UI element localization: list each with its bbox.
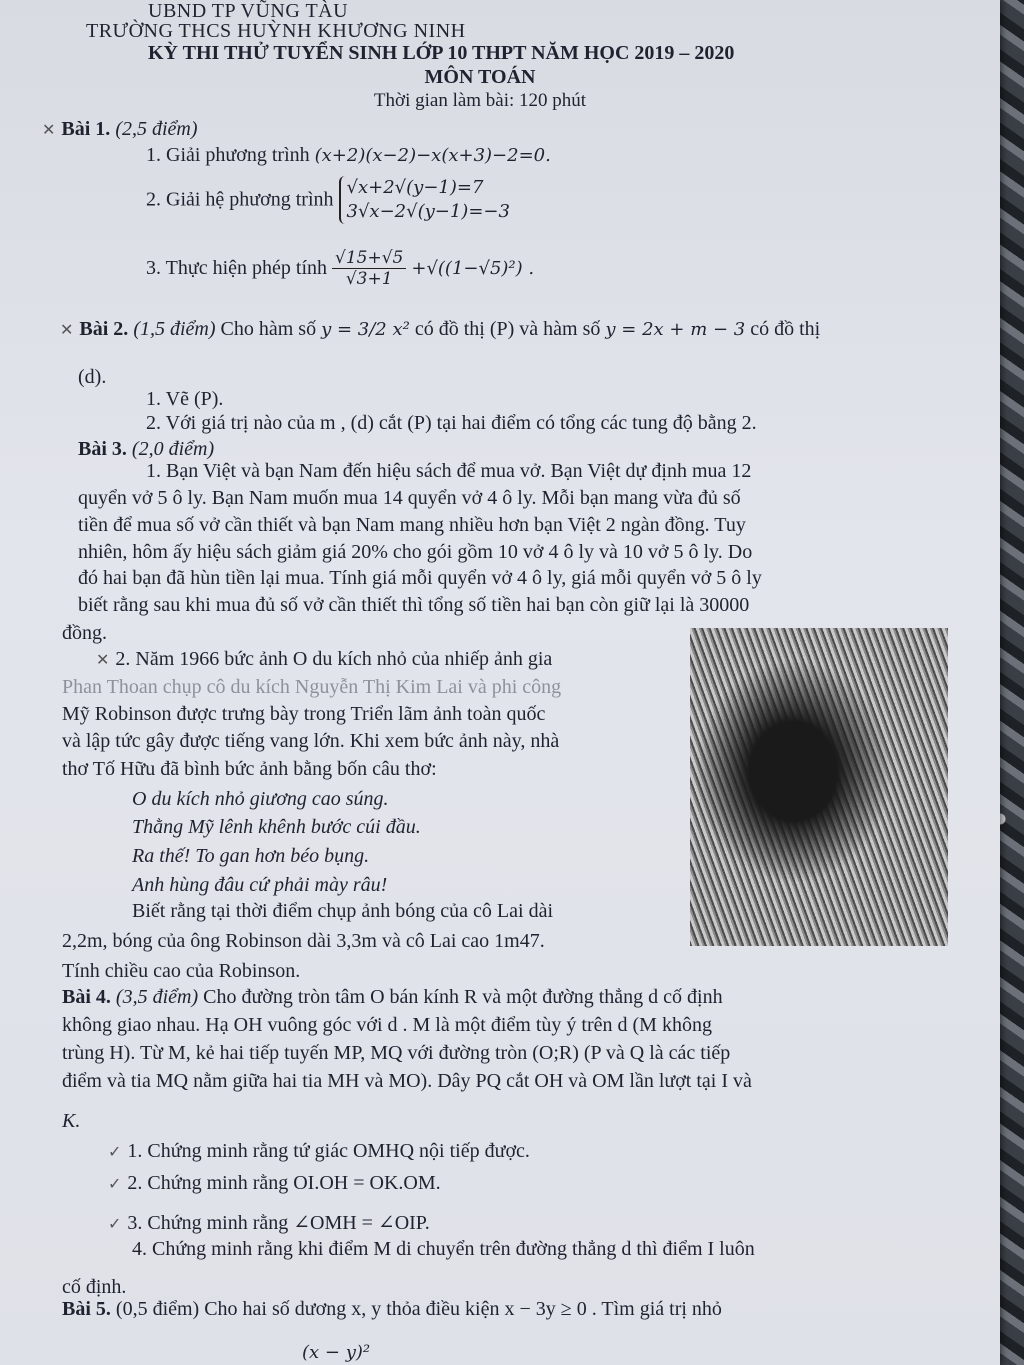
bai1-heading: ✕ Bài 1. (2,5 điểm): [42, 118, 198, 140]
bai3-p1-line: quyển vở 5 ô ly. Bạn Nam muốn mua 14 quyển vở 4 ô ly. Mỗi bạn mang vừa đủ số: [78, 487, 741, 509]
header-time: Thời gian làm bài: 120 phút: [373, 90, 587, 111]
bai2-q2: 2. Với giá trị nào của m , (d) cắt (P) tại hai điểm có tổng các tung độ bằng 2.: [146, 412, 757, 434]
bai3-p2-line: Mỹ Robinson được trưng bày trong Triển lãm ảnh toàn quốc: [62, 703, 546, 725]
bai5-heading: Bài 5. (0,5 điểm) Cho hai số dương x, y thỏa điều kiện x − 3y ≥ 0 . Tìm giá trị nhỏ: [62, 1298, 722, 1320]
bai4-line: điểm và tia MQ nằm giữa hai tia MH và MO). Dây PQ cắt OH và OM lần lượt tại I và: [62, 1070, 752, 1092]
bai3-p2-line: Tính chiều cao của Robinson.: [62, 960, 301, 982]
bai4-line: trùng H). Từ M, kẻ hai tiếp tuyến MP, MQ với đường tròn (O;R) (P và Q là các tiếp: [62, 1042, 731, 1064]
bai2-heading: ✕ Bài 2. (1,5 điểm) Cho hàm số y = 3/2 x² có đồ thị (P) và hàm số y = 2x + m − 3 có đồ thị: [60, 318, 821, 340]
bai3-p2-line: và lập tức gây được tiếng vang lớn. Khi xem bức ảnh này, nhà: [62, 730, 560, 752]
poem-line: O du kích nhỏ giương cao súng.: [132, 788, 389, 810]
bai1-q2: 2. Giải hệ phương trình √x+2√(y−1)=7 3√x−2√(y−1)=−3: [146, 177, 510, 222]
equation-system: √x+2√(y−1)=7 3√x−2√(y−1)=−3: [339, 176, 510, 224]
bai3-p1-line: đồng.: [62, 622, 107, 644]
bai3-p1-line: 1. Bạn Việt và bạn Nam đến hiệu sách để mua vở. Bạn Việt dự định mua 12: [146, 460, 752, 482]
header-exam: KỲ THI THỬ TUYỂN SINH LỚP 10 THPT NĂM HỌC 2019 – 2020: [148, 42, 735, 64]
poem-line: Ra thế! To gan hơn béo bụng.: [132, 845, 370, 867]
check-mark-icon: ✕: [96, 652, 110, 669]
bai4-q2: ✓ 2. Chứng minh rằng OI.OH = OK.OM.: [108, 1172, 441, 1194]
bai4-q3: ✓ 3. Chứng minh rằng ∠OMH = ∠OIP.: [108, 1212, 430, 1234]
bai2-q1: 1. Vẽ (P).: [146, 388, 224, 410]
bai4-heading: Bài 4. (3,5 điểm) Cho đường tròn tâm O bán kính R và một đường thẳng d cố định: [62, 986, 723, 1008]
historic-photo: [690, 628, 948, 946]
bai3-p2-line: Biết rằng tại thời điểm chụp ảnh bóng của cô Lai dài: [132, 900, 554, 922]
bai3-p2-line: 2,2m, bóng của ông Robinson dài 3,3m và cô Lai cao 1m47.: [62, 930, 545, 952]
bai2-d: (d).: [78, 366, 107, 388]
bai4-q4-cont: cố định.: [62, 1276, 127, 1298]
bai4-line: không giao nhau. Hạ OH vuông góc với d . M là một điểm tùy ý trên d (M không: [62, 1014, 712, 1036]
check-mark-icon: ✕: [60, 322, 74, 339]
bai1-q3: 3. Thực hiện phép tính $\frac{√15+√5}{√3+1}$ +√((1−√5)²) .: [146, 248, 535, 289]
header-org: UBND TP VŨNG TÀU: [148, 0, 349, 22]
fraction: $\frac{√15+√5}{√3+1}$: [332, 248, 406, 289]
check-mark-icon: ✓: [108, 1176, 122, 1193]
check-mark-icon: ✓: [108, 1144, 122, 1161]
bai3-p2-line: Phan Thoan chụp cô du kích Nguyễn Thị Kim Lai và phi công: [62, 676, 562, 698]
bai3-p1-line: tiền để mua số vở cần thiết và bạn Nam mang nhiều hơn bạn Việt 2 ngàn đồng. Tuy: [78, 514, 746, 536]
bai3-p1-line: đó hai bạn đã hùn tiền lại mua. Tính giá mỗi quyển vở 4 ô ly, giá mỗi quyển vở 5 ô ly: [78, 567, 762, 589]
bai1-q1: 1. Giải phương trình (x+2)(x−2)−x(x+3)−2=0.: [146, 144, 551, 166]
poem-line: Thằng Mỹ lênh khênh bước cúi đầu.: [132, 816, 421, 838]
bai4-q1: ✓ 1. Chứng minh rằng tứ giác OMHQ nội tiếp được.: [108, 1140, 530, 1162]
bai4-line: K.: [62, 1110, 81, 1132]
bai3-p1-line: biết rằng sau khi mua đủ số vở cần thiết thì tổng số tiền hai bạn còn giữ lại là 30000: [78, 594, 750, 616]
bai3-p1-line: nhiên, hôm ấy hiệu sách giảm giá 20% cho gói gồm 10 vở 4 ô ly và 10 vở 5 ô ly. Do: [78, 541, 753, 563]
poem-line: Anh hùng đâu cứ phải mày râu!: [132, 874, 388, 896]
check-mark-icon: ✓: [108, 1216, 122, 1233]
check-mark-icon: ✕: [42, 122, 56, 139]
bai3-p2-line: ✕ 2. Năm 1966 bức ảnh O du kích nhỏ của nhiếp ảnh gia: [96, 648, 553, 670]
bai3-heading: Bài 3. (2,0 điểm): [78, 438, 215, 460]
bai3-p2-line: thơ Tố Hữu đã bình bức ảnh bằng bốn câu thơ:: [62, 758, 437, 780]
bai5-fraction-cut: (x − y)²: [302, 1342, 371, 1363]
bai4-q4: 4. Chứng minh rằng khi điểm M di chuyển trên đường thẳng d thì điểm I luôn: [132, 1238, 755, 1260]
header-subject: MÔN TOÁN: [424, 66, 536, 88]
header-school: TRƯỜNG THCS HUỲNH KHƯƠNG NINH: [86, 20, 466, 42]
